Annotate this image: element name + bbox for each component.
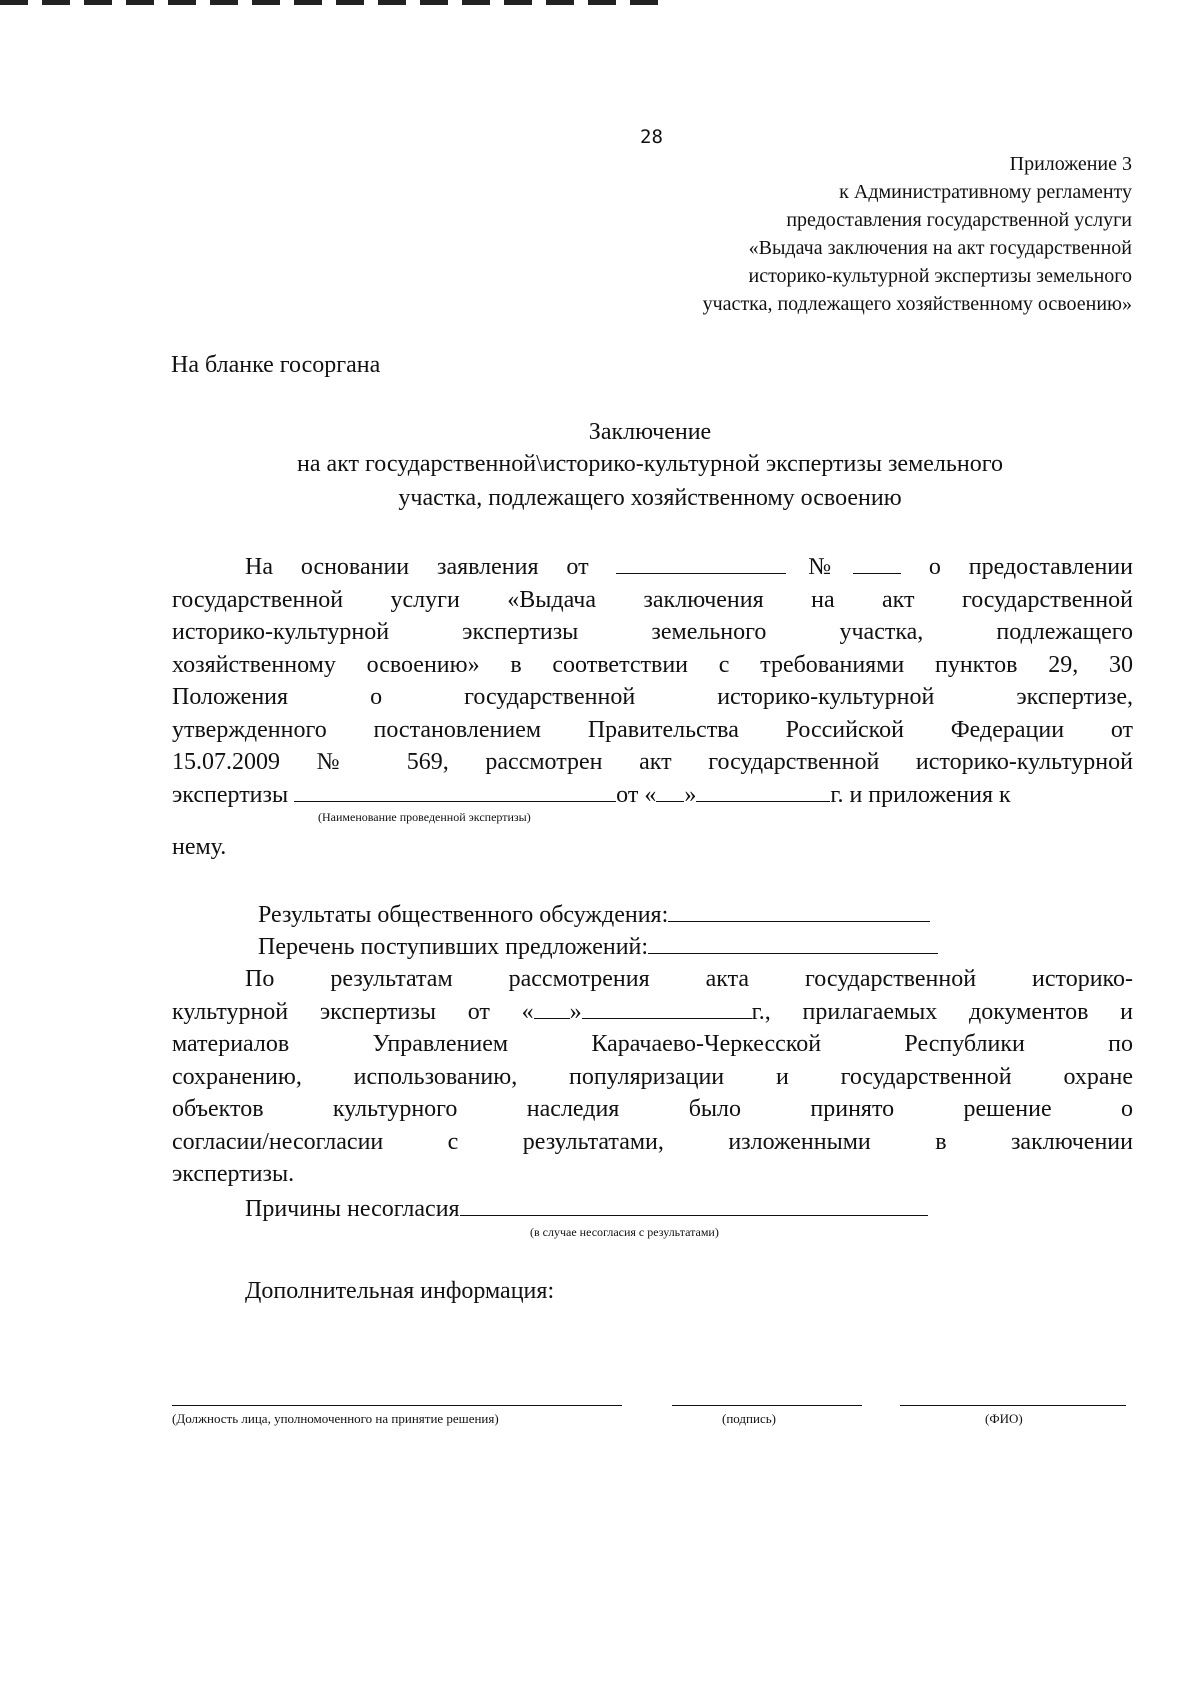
position-caption: (Должность лица, уполномоченного на принятие решения) <box>172 1411 499 1426</box>
full-name-line[interactable] <box>900 1405 1126 1406</box>
disagreement-line: Причины несогласия <box>245 1193 928 1223</box>
review-line: сохранению, использованию, популяризации и государственной охране <box>172 1063 1133 1090</box>
basis-line: государственной услуги «Выдача заключения на акт государственной <box>172 586 1133 613</box>
expertise-name-caption: (Наименование проведенной экспертизы) <box>318 810 531 824</box>
full-name-caption: (ФИО) <box>985 1411 1023 1426</box>
basis-line: На основании заявления от № о предоставлении <box>172 551 1133 584</box>
appendix-line: к Административному регламенту <box>839 181 1132 203</box>
position-signature-line[interactable] <box>172 1405 622 1406</box>
disagreement-caption: (в случае несогласия с результатами) <box>530 1225 719 1239</box>
basis-paragraph <box>172 551 1133 779</box>
disagreement-reasons-blank[interactable] <box>460 1193 928 1216</box>
appendix-line: участка, подлежащего хозяйственному освоению» <box>702 293 1132 315</box>
application-date-blank[interactable] <box>616 551 786 574</box>
review-paragraph <box>172 963 1133 1191</box>
basis-line: утвержденного постановлением Правительства Российской Федерации от <box>172 716 1133 743</box>
expertise-line: экспертизы от « » г. и приложения к <box>172 779 1011 809</box>
expertise-day-blank[interactable] <box>656 779 684 802</box>
basis-line: Положения о государственной историко-культурной экспертизе, <box>172 684 1133 710</box>
document-subtitle-line: участка, подлежащего хозяйственному освоению <box>398 485 902 511</box>
discussion-results-blank[interactable] <box>668 899 930 922</box>
additional-info-label: Дополнительная информация: <box>245 1278 555 1304</box>
proposals-blank[interactable] <box>648 931 938 954</box>
document-title: Заключение <box>588 419 712 445</box>
signature-line[interactable] <box>672 1405 862 1406</box>
signature-caption: (подпись) <box>722 1411 776 1426</box>
review-date-blank[interactable] <box>582 996 752 1019</box>
review-line: культурной экспертизы от « » г., прилагаемых документов и <box>172 996 1133 1029</box>
appendix-line: историко-культурной экспертизы земельного <box>748 265 1132 287</box>
review-line: согласии/несогласии с результатами, изложенными в заключении <box>172 1128 1133 1155</box>
application-number-blank[interactable] <box>853 551 901 574</box>
review-line: материалов Управлением Карачаево-Черкесской Республики по <box>172 1031 1133 1057</box>
top-scan-dashes <box>0 0 700 6</box>
appendix-line: Приложение 3 <box>1009 153 1132 175</box>
review-line: объектов культурного наследия было принято решение о <box>172 1096 1133 1122</box>
document-subtitle-line: на акт государственной\историко-культурной экспертизы земельного <box>297 451 1003 477</box>
expertise-name-blank[interactable] <box>294 779 616 802</box>
appendix-line: предоставления государственной услуги <box>786 209 1132 231</box>
discussion-results-line: Результаты общественного обсуждения: <box>258 899 930 929</box>
basis-line: 15.07.2009 № 569, рассмотрен акт государственной историко-культурной <box>172 749 1133 775</box>
appendix-header <box>492 150 1132 318</box>
basis-line: нему. <box>172 834 227 860</box>
review-line: По результатам рассмотрения акта государственной историко- <box>245 966 1133 992</box>
basis-line: хозяйственному освоению» в соответствии с требованиями пунктов 29, 30 <box>172 651 1133 678</box>
review-day-blank[interactable] <box>534 996 570 1019</box>
page-number: 28 <box>640 126 663 148</box>
letterhead-note: На бланке госоргана <box>171 352 381 378</box>
proposals-line: Перечень поступивших предложений: <box>258 931 938 961</box>
appendix-line: «Выдача заключения на акт государственной <box>748 237 1132 259</box>
review-line: экспертизы. <box>172 1161 295 1187</box>
expertise-month-year-blank[interactable] <box>696 779 830 802</box>
basis-line: историко-культурной экспертизы земельного участка, подлежащего <box>172 619 1133 645</box>
